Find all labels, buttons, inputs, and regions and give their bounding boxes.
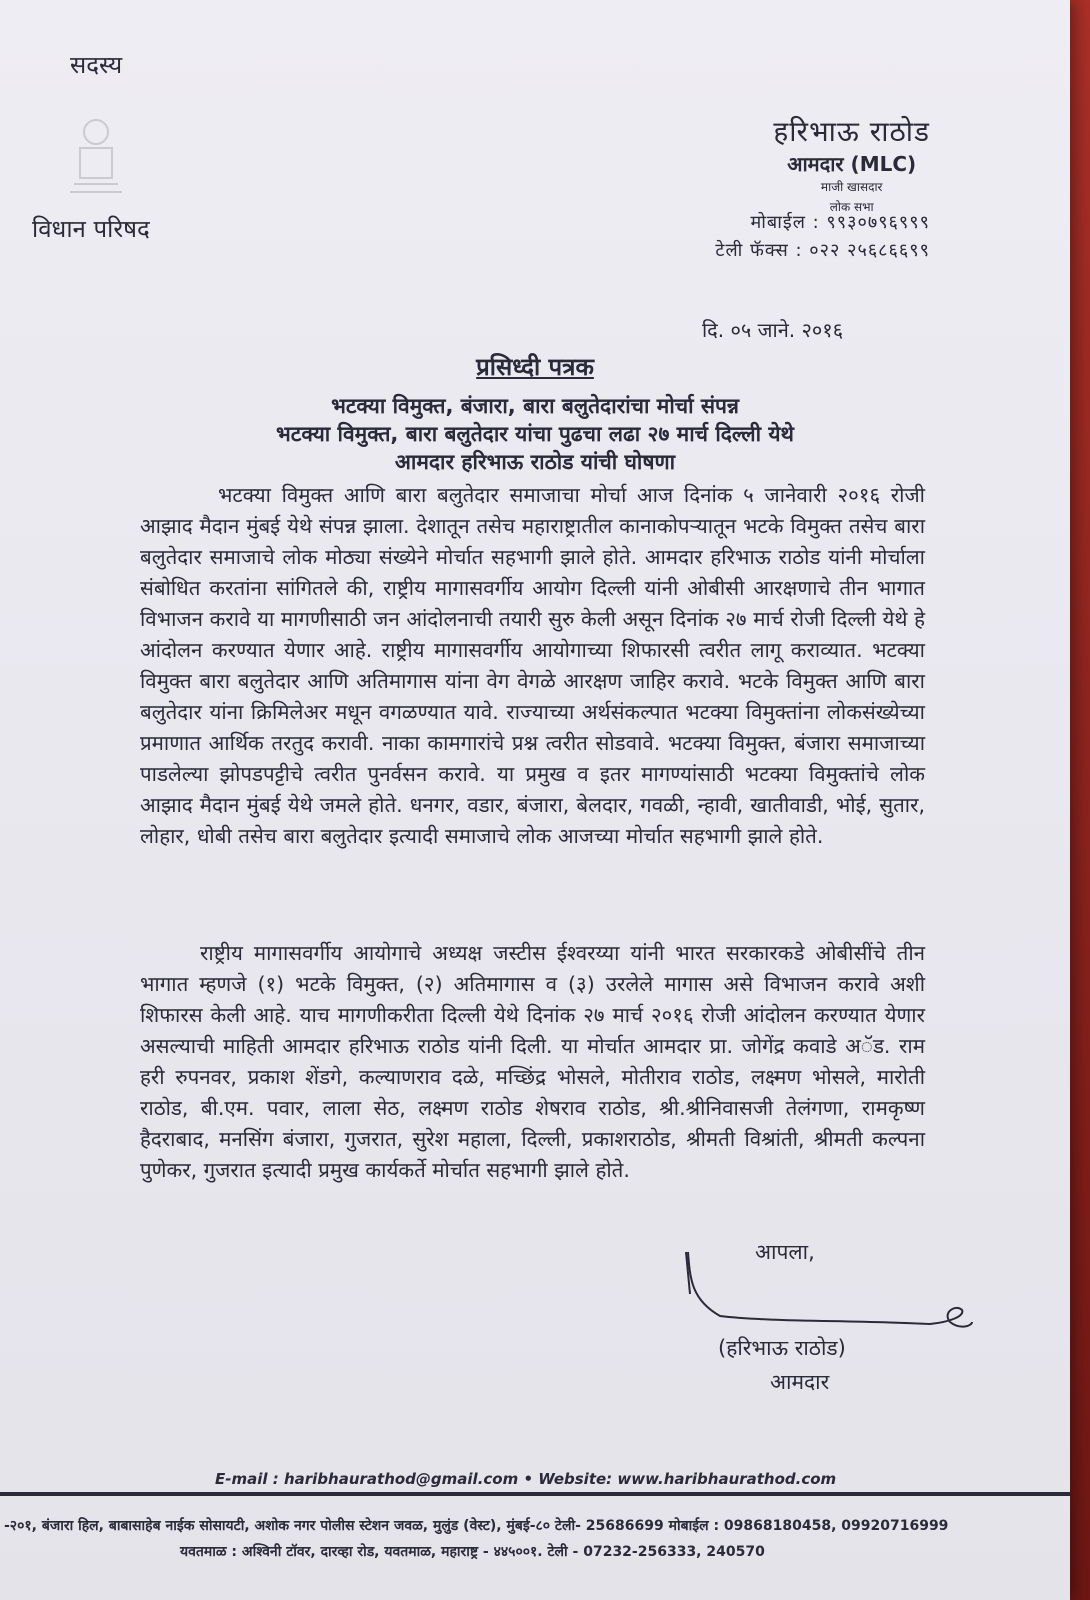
signatory-name: (हरिभाऊ राठोड)	[718, 1336, 846, 1360]
headline-1: भटक्या विमुक्त, बंजारा, बारा बलुतेदारांचा मोर्चा संपन्न	[331, 394, 739, 418]
letterhead-mobile: मोबाईल : ९९३०७९६९९९	[750, 212, 930, 233]
closing-salutation: आपला,	[755, 1240, 815, 1264]
council-label: विधान परिषद	[32, 215, 150, 243]
body-paragraph-2: राष्ट्रीय मागासवर्गीय आयोगाचे अध्यक्ष जस्टीस ईश्वरय्या यांनी भारत सरकारकडे ओबीसींचे तीन भागात म्हणजे (१) भटके विमुक्त, (२) अतिमागास व (३) उरलेले मागास असे विभाजन करावे अशी शिफारस केली आहे. याच मागणीकरीता दिल्ली येथे दिनांक २७ मार्च २०१६ रोजी आंदोलन करण्यात येणार असल्याची माहिती आमदार हरिभाऊ राठोड यांनी दिली. या मोर्चात आमदार प्रा. जोगेंद्र कवाडे अॅड. राम हरी रुपनवर, प्रकाश शेंडगे, कल्याणराव दळे, मच्छिंद्र भोसले, मोतीराव राठोड, लक्ष्मण भोसले, मारोती राठोड, बी.एम. पवार, लाला सेठ, लक्ष्मण राठोड शेषराव राठोड, श्री.श्रीनिवासजी तेलंगणा, रामकृष्ण हैदराबाद, मनसिंग बंजारा, गुजरात, सुरेश महाला, दिल्ली, प्रकाशराठोड, श्रीमती विश्रांती, श्रीमती कल्पना पुणेकर, गुजरात इत्यादी प्रमुख कार्यकर्ते मोर्चात सहभागी झाले होते.	[140, 941, 925, 1182]
footer-address: -२०१, बंजारा हिल, बाबासाहेब नाईक सोसायटी, अशोक नगर पोलीस स्टेशन जवळ, मुलुंड (वेस्ट), मुंबई-८० टेली- 25686699 मोबाईल : 09868180458, 09920716999	[4, 1518, 949, 1534]
letter-date: दि. ०५ जाने. २०१६	[702, 318, 844, 342]
body-paragraph-1: भटक्या विमुक्त आणि बारा बलुतेदार समाजाचा मोर्चा आज दिनांक ५ जानेवारी २०१६ रोजी आझाद मैदान मुंबई येथे संपन्न झाला. देशातून तसेच महाराष्ट्रातील कानाकोपऱ्यातून भटके विमुक्त तसेच बारा बलुतेदार समाजाचे लोक मोठ्या संख्येने मोर्चात सहभागी झाले होते. आमदार हरिभाऊ राठोड यांनी मोर्चाला संबोधित करतांना सांगितले की, राष्ट्रीय मागासवर्गीय आयोग दिल्ली यांनी ओबीसी आरक्षणाचे तीन भागात विभाजन करावे या मागणीसाठी जन आंदोलनाची तयारी सुरु केली असून दिनांक २७ मार्च रोजी दिल्ली येथे हे आंदोलन करण्यात येणार आहे. राष्ट्रीय मागासवर्गीय आयोगाच्या शिफारसी त्वरीत लागू कराव्यात. भटक्या विमुक्त बारा बलुतेदार आणि अतिमागास यांना वेग वेगळे आरक्षण जाहिर करावे. भटके विमुक्त आणि बारा बलुतेदार यांना क्रिमिलेअर मधून वगळण्यात यावे. राज्याच्या अर्थसंकल्पात भटक्या विमुक्तांना लोकसंख्येच्या प्रमाणात आर्थिक तरतुद करावी. नाका कामगारांचे प्रश्न त्वरीत सोडवावे. भटक्या विमुक्त, बंजारा समाजाच्या पाडलेल्या झोपडपट्टीचे त्वरीत पुनर्वसन करावे. या प्रमुख व इतर मागण्यांसाठी भटक्या विमुक्तांचे लोक आझाद मैदान मुंबई येथे जमले होते. धनगर, वडार, बंजारा, बेलदार, गवळी, न्हावी, खातीवाडी, भोई, सुतार, लोहार, धोबी तसेच बारा बलुतेदार इत्यादी समाजाचे लोक आजच्या मोर्चात सहभागी झाले होते.	[140, 483, 925, 848]
letterhead-telefax: टेली फॅक्स : ०२२ २५६८६६९९	[715, 240, 930, 261]
member-label: सदस्य	[70, 51, 123, 79]
letterhead-former-2: लोक सभा	[829, 200, 874, 214]
letterhead-role: आमदार (MLC)	[787, 152, 917, 176]
press-release-title: प्रसिध्दी पत्रक	[476, 353, 594, 381]
headline-2: भटक्या विमुक्त, बारा बलुतेदार यांचा पुढचा लढा २७ मार्च दिल्ली येथे	[276, 422, 794, 446]
footer-divider	[0, 1492, 1070, 1496]
signatory-role: आमदार	[770, 1370, 830, 1394]
footer-email-website: E-mail : haribhaurathod@gmail.com • Website: www.haribhaurathod.com	[215, 1470, 837, 1488]
footer-address-2: यवतमाळ : अश्विनी टॉवर, दारव्हा रोड, यवतमाळ, महाराष्ट्र - ४४५००१. टेली - 07232-256333, 240570	[180, 1544, 765, 1560]
letterhead-block	[773, 112, 930, 217]
letterhead-name: हरिभाऊ राठोड	[773, 115, 930, 148]
emblem-watermark-icon	[56, 110, 136, 200]
letterhead-former-1: माजी खासदार	[820, 180, 883, 194]
headline-3: आमदार हरिभाऊ राठोड यांची घोषणा	[394, 450, 676, 474]
